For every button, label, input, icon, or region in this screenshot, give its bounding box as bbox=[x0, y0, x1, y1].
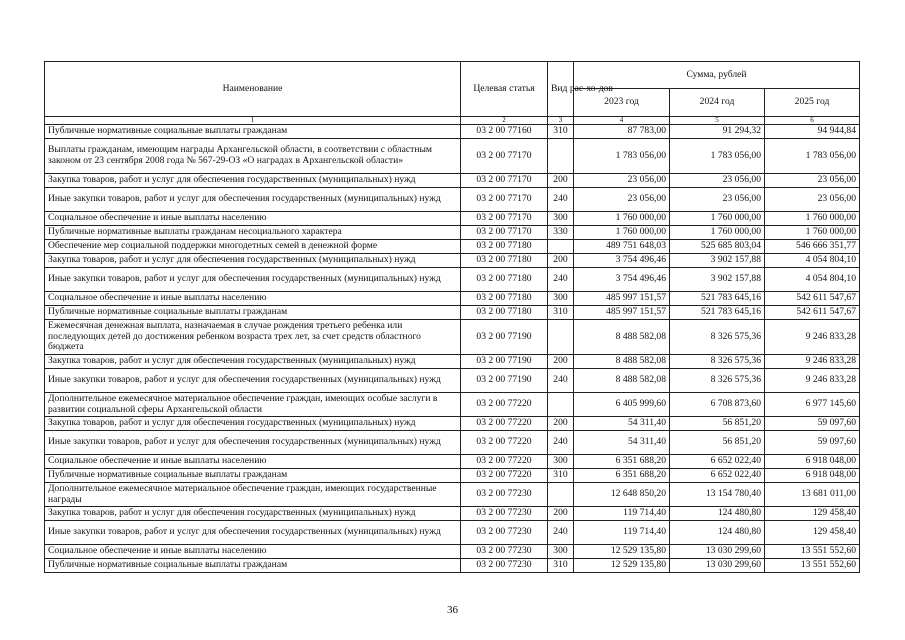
cell-amount-2023: 3 754 496,46 bbox=[574, 268, 670, 292]
column-number: 3 bbox=[548, 117, 574, 125]
cell-name: Иные закупки товаров, работ и услуг для обеспечения государственных (муниципальных) нужд bbox=[45, 188, 461, 212]
table-row bbox=[45, 431, 860, 455]
cell-target-article: 03 2 00 77170 bbox=[461, 212, 548, 226]
cell-target-article: 03 2 00 77190 bbox=[461, 320, 548, 355]
column-number: 2 bbox=[461, 117, 548, 125]
table-header bbox=[45, 62, 860, 125]
cell-expense-type: 200 bbox=[548, 355, 574, 369]
table-row bbox=[45, 226, 860, 240]
column-number: 4 bbox=[574, 117, 670, 125]
cell-expense-type: 310 bbox=[548, 306, 574, 320]
cell-target-article: 03 2 00 77220 bbox=[461, 469, 548, 483]
cell-amount-2024: 521 783 645,16 bbox=[670, 306, 765, 320]
cell-name: Публичные нормативные выплаты гражданам несоциального характера bbox=[45, 226, 461, 240]
header-year-2023: 2023 год bbox=[574, 89, 670, 117]
cell-amount-2025: 1 783 056,00 bbox=[765, 139, 860, 174]
cell-name: Социальное обеспечение и иные выплаты населению bbox=[45, 455, 461, 469]
cell-amount-2025: 6 918 048,00 bbox=[765, 469, 860, 483]
cell-amount-2025: 542 611 547,67 bbox=[765, 306, 860, 320]
cell-amount-2025: 13 681 011,00 bbox=[765, 483, 860, 507]
cell-target-article: 03 2 00 77170 bbox=[461, 188, 548, 212]
table-row bbox=[45, 188, 860, 212]
cell-amount-2024: 521 783 645,16 bbox=[670, 292, 765, 306]
cell-amount-2023: 87 783,00 bbox=[574, 125, 670, 139]
cell-target-article: 03 2 00 77220 bbox=[461, 431, 548, 455]
cell-expense-type: 200 bbox=[548, 417, 574, 431]
cell-amount-2024: 6 652 022,40 bbox=[670, 469, 765, 483]
cell-amount-2025: 94 944,84 bbox=[765, 125, 860, 139]
cell-amount-2025: 546 666 351,77 bbox=[765, 240, 860, 254]
cell-amount-2023: 6 405 999,60 bbox=[574, 393, 670, 417]
cell-amount-2023: 54 311,40 bbox=[574, 431, 670, 455]
cell-expense-type: 200 bbox=[548, 507, 574, 521]
cell-amount-2024: 56 851,20 bbox=[670, 417, 765, 431]
cell-amount-2025: 542 611 547,67 bbox=[765, 292, 860, 306]
cell-expense-type bbox=[548, 240, 574, 254]
cell-expense-type: 240 bbox=[548, 521, 574, 545]
cell-name: Иные закупки товаров, работ и услуг для обеспечения государственных (муниципальных) нужд bbox=[45, 431, 461, 455]
cell-amount-2024: 6 708 873,60 bbox=[670, 393, 765, 417]
cell-amount-2024: 525 685 803,04 bbox=[670, 240, 765, 254]
cell-name: Дополнительное ежемесячное материальное обеспечение граждан, имеющих особые заслуги в развитии социальной сферы Архангельской области bbox=[45, 393, 461, 417]
cell-amount-2024: 3 902 157,88 bbox=[670, 268, 765, 292]
cell-amount-2024: 13 030 299,60 bbox=[670, 545, 765, 559]
cell-amount-2023: 119 714,40 bbox=[574, 507, 670, 521]
table-row bbox=[45, 320, 860, 355]
cell-amount-2025: 23 056,00 bbox=[765, 174, 860, 188]
cell-expense-type bbox=[548, 139, 574, 174]
table-row bbox=[45, 507, 860, 521]
cell-amount-2025: 9 246 833,28 bbox=[765, 320, 860, 355]
cell-amount-2023: 3 754 496,46 bbox=[574, 254, 670, 268]
header-year-2025: 2025 год bbox=[765, 89, 860, 117]
cell-target-article: 03 2 00 77180 bbox=[461, 254, 548, 268]
cell-amount-2025: 59 097,60 bbox=[765, 431, 860, 455]
table-row bbox=[45, 559, 860, 573]
cell-expense-type: 240 bbox=[548, 268, 574, 292]
cell-target-article: 03 2 00 77220 bbox=[461, 393, 548, 417]
cell-amount-2025: 59 097,60 bbox=[765, 417, 860, 431]
cell-amount-2025: 129 458,40 bbox=[765, 507, 860, 521]
cell-amount-2023: 6 351 688,20 bbox=[574, 455, 670, 469]
cell-amount-2024: 124 480,80 bbox=[670, 507, 765, 521]
cell-amount-2023: 12 529 135,80 bbox=[574, 545, 670, 559]
cell-name: Закупка товаров, работ и услуг для обеспечения государственных (муниципальных) нужд bbox=[45, 355, 461, 369]
cell-target-article: 03 2 00 77220 bbox=[461, 417, 548, 431]
cell-target-article: 03 2 00 77230 bbox=[461, 545, 548, 559]
cell-target-article: 03 2 00 77230 bbox=[461, 521, 548, 545]
cell-expense-type: 200 bbox=[548, 254, 574, 268]
cell-amount-2023: 1 760 000,00 bbox=[574, 226, 670, 240]
table-row bbox=[45, 174, 860, 188]
cell-expense-type: 240 bbox=[548, 369, 574, 393]
cell-amount-2024: 13 030 299,60 bbox=[670, 559, 765, 573]
cell-target-article: 03 2 00 77180 bbox=[461, 268, 548, 292]
cell-amount-2023: 1 760 000,00 bbox=[574, 212, 670, 226]
column-number: 5 bbox=[670, 117, 765, 125]
cell-target-article: 03 2 00 77230 bbox=[461, 483, 548, 507]
cell-name: Публичные нормативные социальные выплаты гражданам bbox=[45, 125, 461, 139]
table-row bbox=[45, 240, 860, 254]
table-row bbox=[45, 469, 860, 483]
cell-name: Социальное обеспечение и иные выплаты населению bbox=[45, 292, 461, 306]
cell-amount-2024: 13 154 780,40 bbox=[670, 483, 765, 507]
cell-name: Иные закупки товаров, работ и услуг для обеспечения государственных (муниципальных) нужд bbox=[45, 521, 461, 545]
cell-amount-2023: 1 783 056,00 bbox=[574, 139, 670, 174]
table-row bbox=[45, 254, 860, 268]
cell-amount-2024: 8 326 575,36 bbox=[670, 355, 765, 369]
cell-amount-2025: 23 056,00 bbox=[765, 188, 860, 212]
cell-name: Публичные нормативные социальные выплаты гражданам bbox=[45, 559, 461, 573]
cell-expense-type: 310 bbox=[548, 559, 574, 573]
cell-expense-type: 240 bbox=[548, 431, 574, 455]
cell-amount-2025: 1 760 000,00 bbox=[765, 226, 860, 240]
cell-expense-type: 330 bbox=[548, 226, 574, 240]
cell-amount-2023: 6 351 688,20 bbox=[574, 469, 670, 483]
cell-expense-type: 310 bbox=[548, 125, 574, 139]
cell-name: Публичные нормативные социальные выплаты гражданам bbox=[45, 306, 461, 320]
table-row bbox=[45, 306, 860, 320]
cell-amount-2024: 6 652 022,40 bbox=[670, 455, 765, 469]
cell-amount-2024: 8 326 575,36 bbox=[670, 369, 765, 393]
cell-amount-2024: 91 294,32 bbox=[670, 125, 765, 139]
cell-name: Обеспечение мер социальной поддержки многодетных семей в денежной форме bbox=[45, 240, 461, 254]
cell-name: Публичные нормативные социальные выплаты гражданам bbox=[45, 469, 461, 483]
cell-target-article: 03 2 00 77230 bbox=[461, 507, 548, 521]
cell-expense-type: 200 bbox=[548, 174, 574, 188]
cell-target-article: 03 2 00 77170 bbox=[461, 226, 548, 240]
cell-amount-2025: 9 246 833,28 bbox=[765, 369, 860, 393]
cell-amount-2025: 9 246 833,28 bbox=[765, 355, 860, 369]
cell-name: Выплаты гражданам, имеющим награды Архангельской области, в соответствии с областным законом от 23 сентября 2008 года № 567-29-ОЗ «О наградах в Архангельской области» bbox=[45, 139, 461, 174]
cell-amount-2023: 489 751 648,03 bbox=[574, 240, 670, 254]
header-sum: Сумма, рублей bbox=[574, 62, 860, 89]
cell-target-article: 03 2 00 77180 bbox=[461, 306, 548, 320]
cell-amount-2023: 485 997 151,57 bbox=[574, 292, 670, 306]
cell-name: Закупка товаров, работ и услуг для обеспечения государственных (муниципальных) нужд bbox=[45, 417, 461, 431]
table-row bbox=[45, 139, 860, 174]
cell-name: Закупка товаров, работ и услуг для обеспечения государственных (муниципальных) нужд bbox=[45, 254, 461, 268]
cell-amount-2023: 54 311,40 bbox=[574, 417, 670, 431]
cell-amount-2025: 129 458,40 bbox=[765, 521, 860, 545]
cell-target-article: 03 2 00 77160 bbox=[461, 125, 548, 139]
table-row bbox=[45, 268, 860, 292]
table-row bbox=[45, 292, 860, 306]
header-expense-type: Вид рас-хо-дов bbox=[548, 62, 574, 117]
cell-target-article: 03 2 00 77190 bbox=[461, 369, 548, 393]
cell-amount-2023: 23 056,00 bbox=[574, 174, 670, 188]
cell-amount-2023: 12 529 135,80 bbox=[574, 559, 670, 573]
page-number: 36 bbox=[447, 604, 458, 616]
cell-amount-2025: 13 551 552,60 bbox=[765, 545, 860, 559]
cell-expense-type bbox=[548, 483, 574, 507]
cell-amount-2024: 1 783 056,00 bbox=[670, 139, 765, 174]
cell-amount-2023: 119 714,40 bbox=[574, 521, 670, 545]
cell-amount-2025: 4 054 804,10 bbox=[765, 268, 860, 292]
cell-amount-2025: 6 977 145,60 bbox=[765, 393, 860, 417]
cell-target-article: 03 2 00 77180 bbox=[461, 240, 548, 254]
table-row bbox=[45, 369, 860, 393]
cell-name: Социальное обеспечение и иные выплаты населению bbox=[45, 545, 461, 559]
cell-expense-type bbox=[548, 320, 574, 355]
cell-expense-type: 300 bbox=[548, 212, 574, 226]
header-name: Наименование bbox=[45, 62, 461, 117]
cell-name: Закупка товаров, работ и услуг для обеспечения государственных (муниципальных) нужд bbox=[45, 507, 461, 521]
table-row bbox=[45, 545, 860, 559]
cell-name: Иные закупки товаров, работ и услуг для обеспечения государственных (муниципальных) нужд bbox=[45, 268, 461, 292]
table-row bbox=[45, 355, 860, 369]
cell-amount-2023: 485 997 151,57 bbox=[574, 306, 670, 320]
table-row bbox=[45, 212, 860, 226]
header-year-2024: 2024 год bbox=[670, 89, 765, 117]
cell-target-article: 03 2 00 77170 bbox=[461, 174, 548, 188]
cell-amount-2024: 56 851,20 bbox=[670, 431, 765, 455]
cell-amount-2023: 8 488 582,08 bbox=[574, 320, 670, 355]
table-row bbox=[45, 483, 860, 507]
column-number: 6 bbox=[765, 117, 860, 125]
cell-amount-2025: 6 918 048,00 bbox=[765, 455, 860, 469]
cell-name: Дополнительное ежемесячное материальное обеспечение граждан, имеющих государственные награды bbox=[45, 483, 461, 507]
cell-name: Иные закупки товаров, работ и услуг для обеспечения государственных (муниципальных) нужд bbox=[45, 369, 461, 393]
cell-target-article: 03 2 00 77230 bbox=[461, 559, 548, 573]
budget-table bbox=[44, 61, 860, 573]
column-number: 1 bbox=[45, 117, 461, 125]
cell-expense-type: 240 bbox=[548, 188, 574, 212]
cell-amount-2025: 4 054 804,10 bbox=[765, 254, 860, 268]
table-body bbox=[45, 125, 860, 573]
cell-expense-type bbox=[548, 393, 574, 417]
table-row bbox=[45, 521, 860, 545]
header-target-article: Целевая статья bbox=[461, 62, 548, 117]
cell-amount-2024: 8 326 575,36 bbox=[670, 320, 765, 355]
cell-amount-2025: 13 551 552,60 bbox=[765, 559, 860, 573]
cell-amount-2024: 1 760 000,00 bbox=[670, 212, 765, 226]
cell-amount-2024: 23 056,00 bbox=[670, 188, 765, 212]
cell-name: Социальное обеспечение и иные выплаты населению bbox=[45, 212, 461, 226]
cell-amount-2024: 124 480,80 bbox=[670, 521, 765, 545]
cell-target-article: 03 2 00 77170 bbox=[461, 139, 548, 174]
cell-expense-type: 310 bbox=[548, 469, 574, 483]
cell-amount-2025: 1 760 000,00 bbox=[765, 212, 860, 226]
cell-expense-type: 300 bbox=[548, 292, 574, 306]
cell-amount-2023: 8 488 582,08 bbox=[574, 369, 670, 393]
column-number-row bbox=[45, 117, 860, 125]
cell-target-article: 03 2 00 77190 bbox=[461, 355, 548, 369]
cell-name: Ежемесячная денежная выплата, назначаемая в случае рождения третьего ребенка или последующих детей до достижения ребенком возраста трех лет, за счет средств областного бюджета bbox=[45, 320, 461, 355]
cell-amount-2024: 3 902 157,88 bbox=[670, 254, 765, 268]
table-row bbox=[45, 455, 860, 469]
cell-amount-2023: 8 488 582,08 bbox=[574, 355, 670, 369]
cell-expense-type: 300 bbox=[548, 545, 574, 559]
cell-target-article: 03 2 00 77180 bbox=[461, 292, 548, 306]
cell-target-article: 03 2 00 77220 bbox=[461, 455, 548, 469]
cell-amount-2024: 1 760 000,00 bbox=[670, 226, 765, 240]
cell-amount-2024: 23 056,00 bbox=[670, 174, 765, 188]
table-row bbox=[45, 417, 860, 431]
cell-amount-2023: 12 648 850,20 bbox=[574, 483, 670, 507]
table-row bbox=[45, 125, 860, 139]
cell-amount-2023: 23 056,00 bbox=[574, 188, 670, 212]
cell-expense-type: 300 bbox=[548, 455, 574, 469]
table-row bbox=[45, 393, 860, 417]
cell-name: Закупка товаров, работ и услуг для обеспечения государственных (муниципальных) нужд bbox=[45, 174, 461, 188]
